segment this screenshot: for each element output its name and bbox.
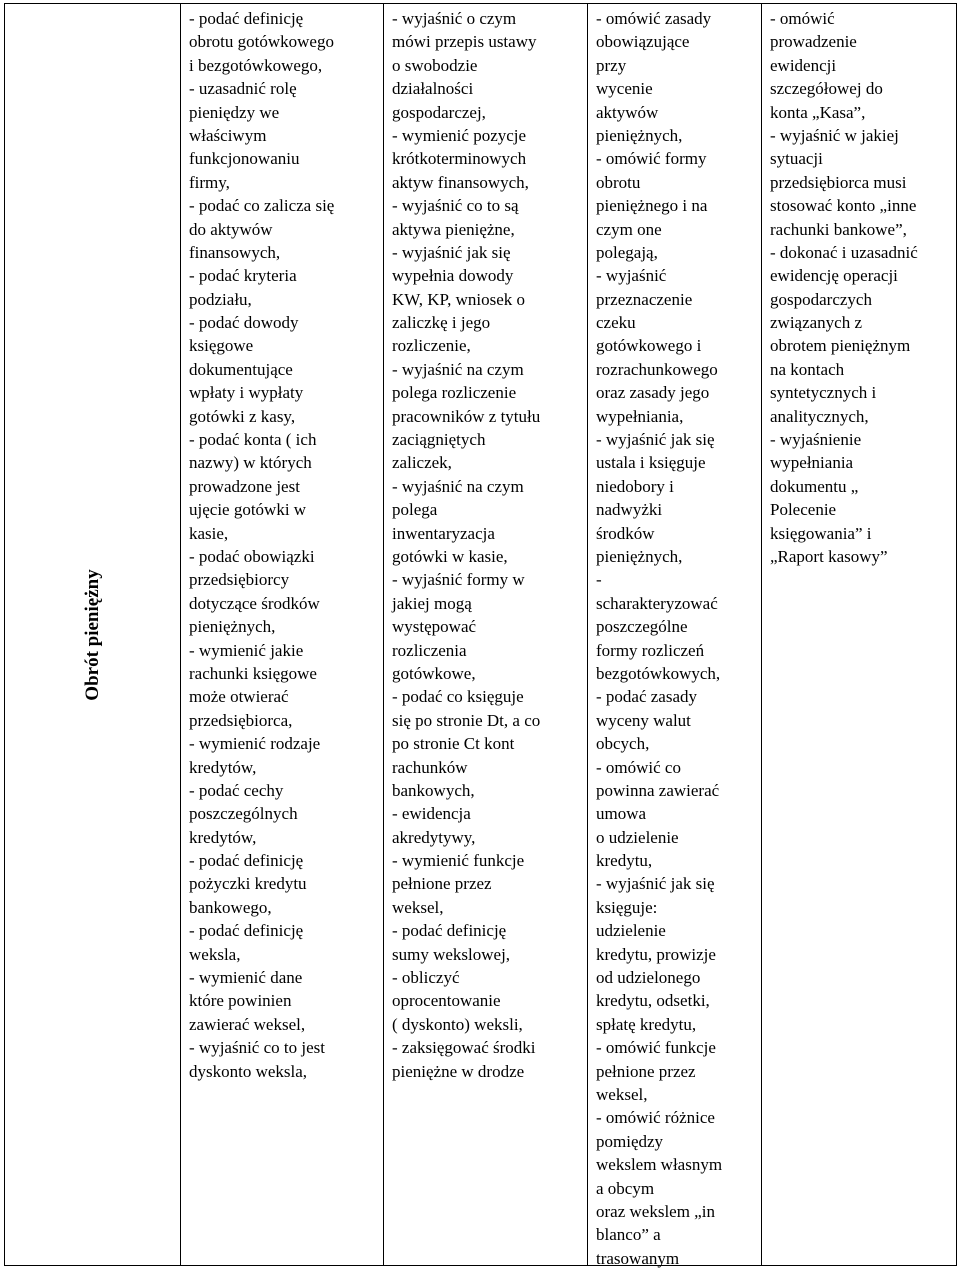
text-line: - ewidencja [392, 804, 471, 824]
text-line: wycenie [596, 79, 653, 99]
text-line: weksel, [392, 897, 444, 917]
text-line: kredytów, [189, 757, 257, 777]
text-line: - podać definicję [189, 851, 304, 871]
text-line: pieniężnych, [596, 546, 683, 566]
requirements-table [4, 3, 957, 1266]
requirements-text-3 [588, 4, 761, 1270]
text-line: kredytów, [189, 827, 257, 847]
text-line: obrotu gotówkowego [189, 32, 334, 52]
text-line: - wymienić jakie [189, 640, 304, 660]
text-line: związanych z [770, 313, 863, 333]
text-line: oraz zasady jego [596, 383, 710, 403]
text-line: rachunki księgowe [189, 663, 317, 683]
text-line: trasowanym [596, 1248, 680, 1268]
text-line: nazwy) w których [189, 453, 312, 473]
text-line: kasie, [189, 523, 229, 543]
text-line: pełnione przez [596, 1061, 696, 1081]
text-line: środków [596, 523, 655, 543]
topic-label: Obrót pieniężny [81, 568, 103, 701]
text-line: a obcym [596, 1178, 655, 1198]
text-line: wpłaty i wypłaty [189, 383, 304, 403]
text-line: dyskonto weksla, [189, 1061, 308, 1081]
text-line: inwentaryzacja [392, 523, 495, 543]
text-line: - wyjaśnić na czym [392, 359, 524, 379]
text-line: - podać obowiązki [189, 546, 315, 566]
text-line: stosować konto „inne [770, 196, 917, 216]
text-line: zaciągniętych [392, 430, 486, 450]
text-line: weksla, [189, 944, 241, 964]
text-line: - podać definicję [189, 921, 304, 941]
text-line: gotówki w kasie, [392, 546, 508, 566]
text-line: prowadzenie [770, 32, 857, 52]
text-line: bankowych, [392, 780, 475, 800]
text-line: - podać kryteria [189, 266, 297, 286]
text-line: sumy wekslowej, [392, 944, 511, 964]
text-line: od udzielonego [596, 968, 701, 988]
text-line: wyceny walut [596, 710, 691, 730]
text-line: pomiędzy [596, 1131, 664, 1151]
text-line: pieniężnych, [596, 125, 683, 145]
text-line: i bezgotówkowego, [189, 55, 323, 75]
text-line: nadwyżki [596, 500, 663, 520]
text-line: na kontach [770, 359, 845, 379]
text-line: ewidencji [770, 55, 837, 75]
text-line: prowadzone jest [189, 476, 300, 496]
text-line: - wyjaśnić jak się [596, 874, 715, 894]
text-line: - omówić różnice [596, 1108, 715, 1128]
text-line: księgowania” i [770, 523, 872, 543]
text-line: „Raport kasowy” [770, 546, 888, 566]
text-line: spłatę kredytu, [596, 1014, 697, 1034]
text-line: wypełniania, [596, 406, 684, 426]
requirements-column-4 [761, 4, 955, 1265]
text-line: - wyjaśnić [596, 266, 667, 286]
text-line: sytuacji [770, 149, 823, 169]
requirements-column-3 [587, 4, 761, 1268]
text-line: zawierać weksel, [189, 1014, 306, 1034]
text-line: przedsiębiorca musi [770, 172, 907, 192]
text-line: polega rozliczenie [392, 383, 517, 403]
text-line: pieniężnych, [189, 617, 276, 637]
text-line: czeku [596, 313, 636, 333]
text-line: się po stronie Dt, a co [392, 710, 541, 730]
text-line: gotówki z kasy, [189, 406, 296, 426]
text-line: - podać zasady [596, 687, 698, 707]
text-line: - wymienić rodzaje [189, 734, 321, 754]
text-line: obcych, [596, 734, 650, 754]
text-line: obrotem pieniężnym [770, 336, 911, 356]
requirements-text-2 [384, 4, 587, 1083]
text-line: syntetycznych i [770, 383, 877, 403]
text-line: bankowego, [189, 897, 272, 917]
text-line: podziału, [189, 289, 252, 309]
text-line: rozliczenia [392, 640, 467, 660]
text-line: przy [596, 55, 627, 75]
text-line: - wyjaśnić formy w [392, 570, 525, 590]
text-line: po stronie Ct kont [392, 734, 515, 754]
text-line: akredytywy, [392, 827, 476, 847]
text-line: ujęcie gotówki w [189, 500, 307, 520]
text-line: szczegółowej do [770, 79, 883, 99]
text-line: przeznaczenie [596, 289, 693, 309]
text-line: - omówić funkcje [596, 1038, 716, 1058]
text-line: kredytu, prowizje [596, 944, 716, 964]
text-line: poszczególne [596, 617, 688, 637]
text-line: blanco” a [596, 1225, 661, 1245]
text-line: firmy, [189, 172, 230, 192]
text-line: powinna zawierać [596, 780, 720, 800]
text-line: księguje: [596, 897, 658, 917]
text-line: gotówkowego i [596, 336, 702, 356]
text-line: rozrachunkowego [596, 359, 718, 379]
text-line: pożyczki kredytu [189, 874, 307, 894]
text-line: gospodarczych [770, 289, 872, 309]
requirements-column-2 [383, 4, 587, 1265]
text-line: - podać definicję [189, 9, 304, 28]
text-line: wekslem własnym [596, 1155, 723, 1175]
text-line: kredytu, odsetki, [596, 991, 710, 1011]
text-line: - wyjaśnić jak się [596, 430, 715, 450]
text-line: polegają, [596, 242, 658, 262]
text-line: dokumentujące [189, 359, 293, 379]
text-line: - podać konta ( ich [189, 430, 317, 450]
text-line: analitycznych, [770, 406, 869, 426]
text-line: ustala i księguje [596, 453, 706, 473]
text-line: KW, KP, wniosek o [392, 289, 526, 309]
text-line: udzielenie [596, 921, 666, 941]
requirements-text-1 [181, 4, 383, 1083]
text-line: ewidencję operacji [770, 266, 898, 286]
text-line: - podać definicję [392, 921, 507, 941]
text-line: o swobodzie [392, 55, 478, 75]
text-line: pieniędzy we [189, 102, 280, 122]
text-line: - wymienić pozycje [392, 125, 527, 145]
text-line: umowa [596, 804, 647, 824]
text-line: - [596, 570, 602, 590]
text-line: wypełniania [770, 453, 854, 473]
text-line: kredytu, [596, 851, 653, 871]
requirements-text-4 [762, 4, 955, 568]
text-line: - obliczyć [392, 968, 460, 988]
text-line: rachunki bankowe”, [770, 219, 907, 239]
text-line: właściwym [189, 125, 267, 145]
requirements-column-1 [180, 4, 383, 1265]
text-line: - wyjaśnić o czym [392, 9, 517, 28]
text-line: ( dyskonto) weksli, [392, 1014, 523, 1034]
text-line: weksel, [596, 1084, 648, 1104]
text-line: - wyjaśnienie [770, 430, 862, 450]
text-line: jakiej mogą [392, 593, 472, 613]
text-line: konta „Kasa”, [770, 102, 866, 122]
text-line: rozliczenie, [392, 336, 471, 356]
text-line: obrotu [596, 172, 641, 192]
text-line: Polecenie [770, 500, 837, 520]
text-line: działalności [392, 79, 474, 99]
text-line: finansowych, [189, 242, 281, 262]
text-line: - podać co księguje [392, 687, 524, 707]
text-line: funkcjonowaniu [189, 149, 300, 169]
text-line: - podać dowody [189, 313, 299, 333]
text-line: rachunków [392, 757, 468, 777]
text-line: aktywa pieniężne, [392, 219, 515, 239]
text-line: - omówić co [596, 757, 681, 777]
text-line: scharakteryzować [596, 593, 718, 613]
text-line: - omówić [770, 9, 835, 28]
text-line: wypełnia dowody [392, 266, 514, 286]
text-line: polega [392, 500, 438, 520]
text-line: zaliczkę i jego [392, 313, 491, 333]
text-line: mówi przepis ustawy [392, 32, 537, 52]
text-line: - uzasadnić rolę [189, 79, 297, 99]
text-line: krótkoterminowych [392, 149, 527, 169]
text-line: obowiązujące [596, 32, 690, 52]
text-line: przedsiębiorca, [189, 710, 293, 730]
text-line: - podać co zalicza się [189, 196, 335, 216]
text-line: formy rozliczeń [596, 640, 705, 660]
text-line: o udzielenie [596, 827, 679, 847]
text-line: - wyjaśnić w jakiej [770, 125, 899, 145]
text-line: - wyjaśnić co to jest [189, 1038, 325, 1058]
text-line: - dokonać i uzasadnić [770, 242, 918, 262]
text-line: niedobory i [596, 476, 674, 496]
text-line: - wyjaśnić na czym [392, 476, 524, 496]
text-line: oprocentowanie [392, 991, 501, 1011]
text-line: pracowników z tytułu [392, 406, 541, 426]
text-line: aktyw finansowych, [392, 172, 529, 192]
text-line: może otwierać [189, 687, 289, 707]
text-line: księgowe [189, 336, 254, 356]
text-line: - omówić formy [596, 149, 707, 169]
text-line: pieniężnego i na [596, 196, 708, 216]
text-line: - wyjaśnić jak się [392, 242, 511, 262]
text-line: pełnione przez [392, 874, 492, 894]
text-line: - omówić zasady [596, 9, 712, 28]
text-line: - wymienić funkcje [392, 851, 525, 871]
text-line: aktywów [596, 102, 659, 122]
text-line: bezgotówkowych, [596, 663, 721, 683]
text-line: oraz wekslem „in [596, 1201, 715, 1221]
text-line: gotówkowe, [392, 663, 476, 683]
text-line: - podać cechy [189, 780, 284, 800]
text-line: czym one [596, 219, 662, 239]
text-line: - wymienić dane [189, 968, 303, 988]
text-line: dotyczące środków [189, 593, 320, 613]
topic-cell [5, 4, 180, 1265]
text-line: - zaksięgować środki [392, 1038, 536, 1058]
text-line: do aktywów [189, 219, 273, 239]
text-line: gospodarczej, [392, 102, 486, 122]
text-line: które powinien [189, 991, 292, 1011]
text-line: przedsiębiorcy [189, 570, 290, 590]
text-line: występować [392, 617, 477, 637]
text-line: pieniężne w drodze [392, 1061, 525, 1081]
text-line: - wyjaśnić co to są [392, 196, 519, 216]
text-line: dokumentu „ [770, 476, 859, 496]
text-line: poszczególnych [189, 804, 298, 824]
text-line: zaliczek, [392, 453, 452, 473]
